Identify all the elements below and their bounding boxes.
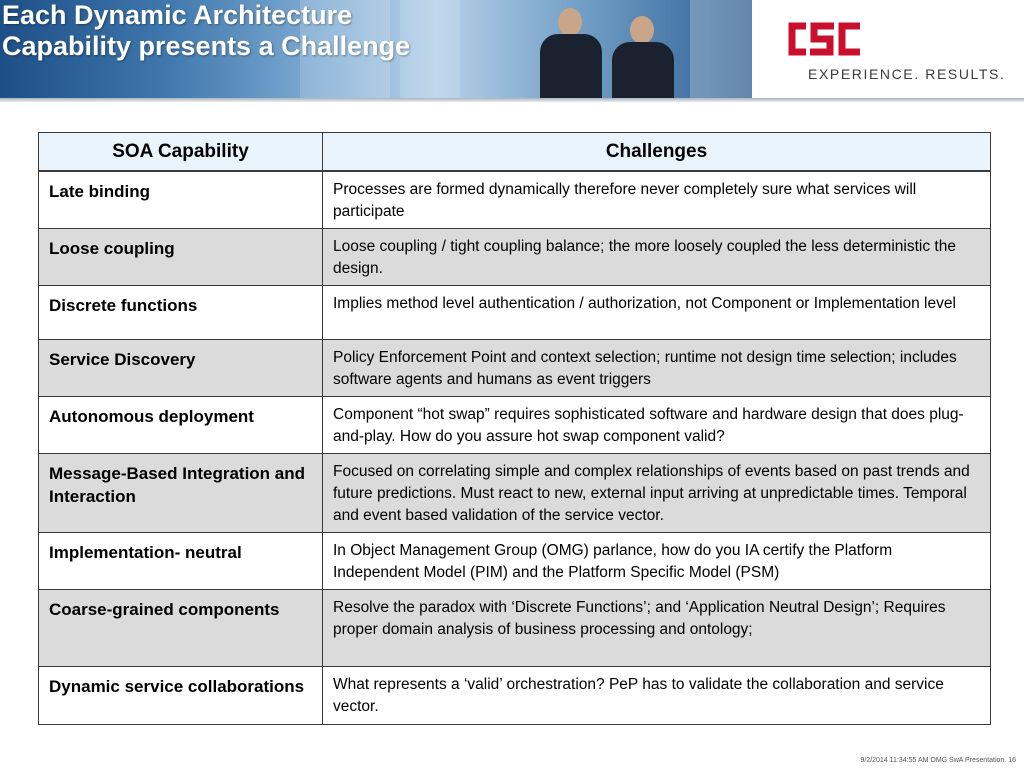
slide-title: Each Dynamic Architecture Capability presents a Challenge (2, 0, 411, 61)
banner-glass-panel (690, 0, 752, 98)
table-header-row (39, 133, 991, 172)
capability-cell: Discrete functions (39, 286, 323, 340)
capability-cell: Late binding (39, 171, 323, 229)
challenge-cell: In Object Management Group (OMG) parlance, how do you IA certify the Platform Independent Model (PIM) and the Platform Specific Model (PSM) (323, 533, 991, 590)
capability-cell: Loose coupling (39, 229, 323, 286)
capability-cell: Dynamic service collaborations (39, 667, 323, 725)
table-row (39, 229, 991, 286)
table-row (39, 533, 991, 590)
slide-footer: 9/2/2014 11:34:55 AM OMG SwA Presentation. 16 (860, 757, 1016, 764)
capabilities-table (38, 132, 991, 725)
csc-logo-icon (784, 20, 862, 58)
challenge-cell: Resolve the paradox with ‘Discrete Functions’; and ‘Application Neutral Design’; Requires proper domain analysis of business processing and ontology; (323, 590, 991, 667)
capability-cell: Message-Based Integration and Interaction (39, 454, 323, 533)
table-row (39, 590, 991, 667)
table-row (39, 667, 991, 725)
table-row (39, 397, 991, 454)
challenge-cell: Loose coupling / tight coupling balance; the more loosely coupled the less deterministic the design. (323, 229, 991, 286)
table-row (39, 171, 991, 229)
capability-cell: Implementation- neutral (39, 533, 323, 590)
challenge-cell: What represents a ‘valid’ orchestration? PeP has to validate the collaboration and service vector. (323, 667, 991, 725)
challenge-cell: Focused on correlating simple and complex relationships of events based on past trends and future predictions. Must react to new, external input arriving at unpredictable times. Temporal and event based validation of the service vector. (323, 454, 991, 533)
table-row (39, 340, 991, 397)
challenge-cell: Processes are formed dynamically therefore never completely sure what services will participate (323, 171, 991, 229)
table-row (39, 286, 991, 340)
challenge-cell: Component “hot swap” requires sophisticated software and hardware design that does plug-and-play. How do you assure hot swap component valid? (323, 397, 991, 454)
challenge-cell: Implies method level authentication / authorization, not Component or Implementation level (323, 286, 991, 340)
banner-divider (0, 98, 1024, 102)
logo-tagline: EXPERIENCE. RESULTS. (808, 66, 1006, 82)
column-header-capability: SOA Capability (39, 133, 323, 172)
column-header-challenges: Challenges (323, 133, 991, 172)
capability-cell: Service Discovery (39, 340, 323, 397)
capability-cell: Autonomous deployment (39, 397, 323, 454)
capability-cell: Coarse-grained components (39, 590, 323, 667)
header-banner (0, 0, 752, 98)
challenge-cell: Policy Enforcement Point and context selection; runtime not design time selection; includes software agents and humans as event triggers (323, 340, 991, 397)
table-row (39, 454, 991, 533)
